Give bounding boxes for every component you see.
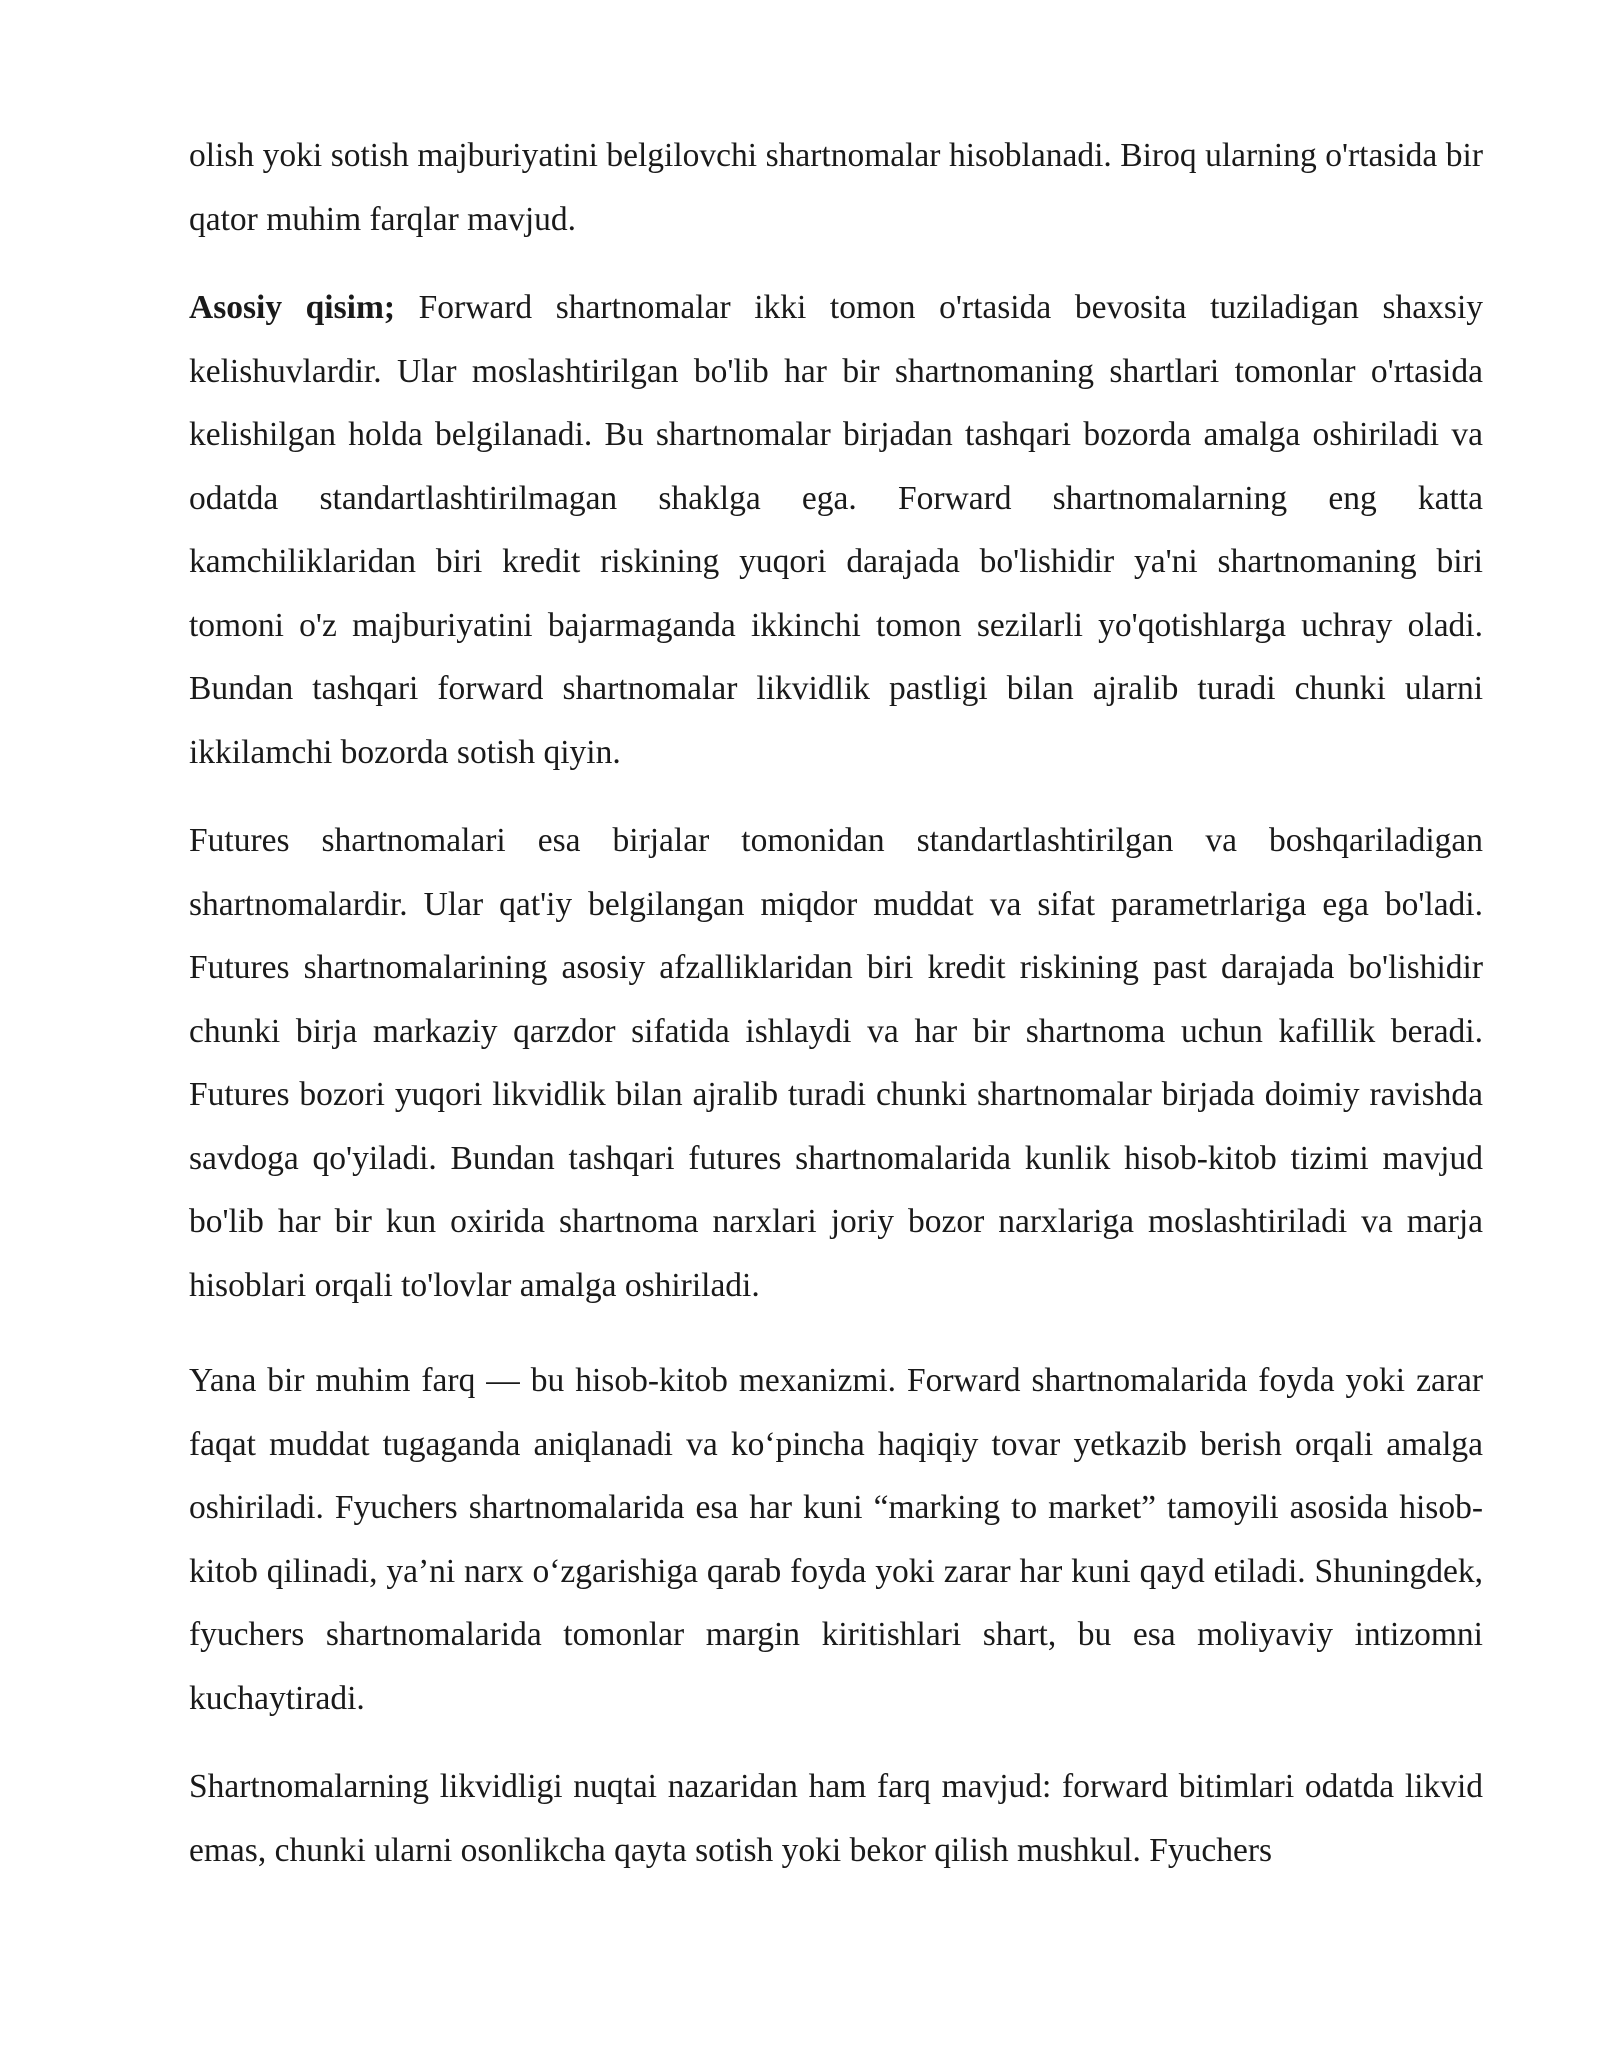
document-body	[189, 124, 1483, 1882]
paragraph-2-text: Forward shartnomalar ikki tomon o'rtasida bevosita tuziladigan shaxsiy kelishuvlardir. Ular moslashtirilgan bo'lib har bir shartnomaning shartlari tomonlar o'rtasida kelishilgan holda belgilanadi. Bu shartnomalar birjadan tashqari bozorda amalga oshiriladi va odatda standartlashtirilmagan shaklga ega. Forward shartnomalarning eng katta kamchiliklaridan biri kredit riskining yuqori darajada bo'lishidir ya'ni shartnomaning biri tomoni o'z majburiyatini bajarmaganda ikkinchi tomon sezilarli yo'qotishlarga uchray oladi. Bundan tashqari forward shartnomalar likvidlik pastligi bilan ajralib turadi chunki ularni ikkilamchi bozorda sotish qiyin.	[189, 289, 1484, 771]
section-heading-main-part: Asosiy qisim;	[189, 289, 396, 326]
paragraph-5: Shartnomalarning likvidligi nuqtai nazaridan ham farq mavjud: forward bitimlari odatda likvid emas, chunki ularni osonlikcha qayta sotish yoki bekor qilish mushkul. Fyuchers	[189, 1768, 1483, 1869]
paragraph-1: olish yoki sotish majburiyatini belgilovchi shartnomalar hisoblanadi. Biroq ularning o'rtasida bir qator muhim farqlar mavjud.	[189, 137, 1483, 238]
paragraph-4: Yana bir muhim farq — bu hisob-kitob mexanizmi. Forward shartnomalarida foyda yoki zarar faqat muddat tugaganda aniqlanadi va ko‘pincha haqiqiy tovar yetkazib berish orqali amalga oshiriladi. Fyuchers shartnomalarida esa har kuni “marking to market” tamoyili asosida hisob-kitob qilinadi, ya’ni narx o‘zgarishiga qarab foyda yoki zarar har kuni qayd etiladi. Shuningdek, fyuchers shartnomalarida tomonlar margin kiritishlari shart, bu esa moliyaviy intizomni kuchaytiradi.	[189, 1362, 1483, 1717]
paragraph-3: Futures shartnomalari esa birjalar tomonidan standartlashtirilgan va boshqariladigan shartnomalardir. Ular qat'iy belgilangan miqdor muddat va sifat parametrlariga ega bo'ladi. Futures shartnomalarining asosiy afzalliklaridan biri kredit riskining past darajada bo'lishidir chunki birja markaziy qarzdor sifatida ishlaydi va har bir shartnoma uchun kafillik beradi. Futures bozori yuqori likvidlik bilan ajralib turadi chunki shartnomalar birjada doimiy ravishda savdoga qo'yiladi. Bundan tashqari futures shartnomalarida kunlik hisob-kitob tizimi mavjud bo'lib har bir kun oxirida shartnoma narxlari joriy bozor narxlariga moslashtiriladi va marja hisoblari orqali to'lovlar amalga oshiriladi.	[189, 822, 1483, 1304]
paragraph-2	[189, 276, 1483, 784]
